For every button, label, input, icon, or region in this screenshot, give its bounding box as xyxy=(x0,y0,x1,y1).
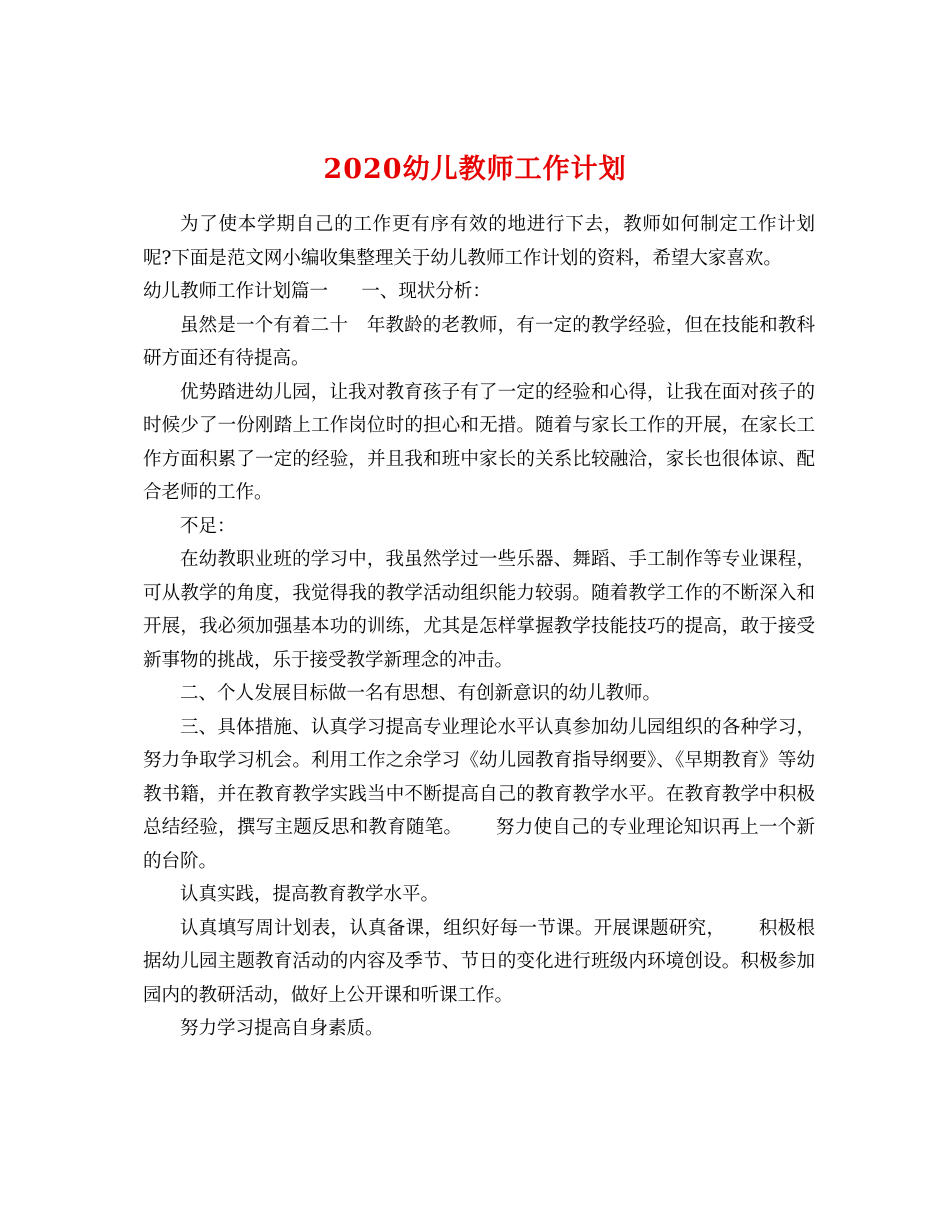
measures-part-1: 三、具体措施、认真学习提高专业理论水平认真参加幼儿园组织的各种学习，努力争取学习机会。利用工作之余学习《幼儿园教育指导纲要》、《早期教育》等幼教书籍，并在教育教学实践当中不断提高自己的教育教学水平。在教育教学中积极总结经验，撰写主题反思和教育随笔。 xyxy=(143,716,815,838)
document-body xyxy=(143,208,815,1046)
paragraph-measures xyxy=(143,711,815,879)
section-subtitle: 一、现状分析： xyxy=(361,281,491,302)
paragraph-goal: 二、个人发展目标做一名有思想、有创新意识的幼儿教师。 xyxy=(180,683,662,704)
paragraph-strengths: 优势踏进幼儿园，让我对教育孩子有了一定的经验和心得，让我在面对孩子的时候少了一份刚踏上工作岗位时的担心和无措。随着与家长工作的开展，在家长工作方面积累了一定的经验，并且我和班中家长的关系比较融洽，家长也很体谅、配合老师的工作。 xyxy=(143,381,815,503)
paragraph-self-improvement: 努力学习提高自身素质。 xyxy=(180,1018,384,1039)
paragraph-section-heading xyxy=(143,275,815,309)
paragraph-weaknesses: 在幼教职业班的学习中，我虽然学过一些乐器、舞蹈、手工制作等专业课程，可从教学的角度，我觉得我的教学活动组织能力较弱。随着教学工作的不断深入和开展，我必须加强基本功的训练，尤其是怎样掌握教学技能技巧的提高，敢于接受新事物的挑战，乐于接受教学新理念的冲击。 xyxy=(143,549,815,671)
document-title: 2020幼儿教师工作计划 xyxy=(323,154,627,186)
section-title: 幼儿教师工作计划篇一 xyxy=(143,281,329,302)
measures-part-2: 努力使自己的专业理论知识再上一个新的台阶。 xyxy=(143,817,815,872)
paragraph-experience: 虽然是一个有着二十 年教龄的老教师，有一定的教学经验，但在技能和教科研方面还有待提高。 xyxy=(143,314,815,369)
paragraph-practice: 认真实践，提高教育教学水平。 xyxy=(180,884,440,905)
paragraph-weakness-label: 不足： xyxy=(180,515,236,537)
paragraph-lesson-plans xyxy=(143,912,815,1013)
lesson-plans-part-1: 认真填写周计划表，认真备课，组织好每一节课。开展课题研究， xyxy=(180,917,726,939)
lesson-plans-part-2: 积极根据幼儿园主题教育活动的内容及季节、节日的变化进行班级内环境创设。积极参加园内的教研活动，做好上公开课和听课工作。 xyxy=(143,917,815,1006)
paragraph-intro: 为了使本学期自己的工作更有序有效的地进行下去，教师如何制定工作计划呢?下面是范文网小编收集整理关于幼儿教师工作计划的资料，希望大家喜欢。 xyxy=(143,214,815,269)
